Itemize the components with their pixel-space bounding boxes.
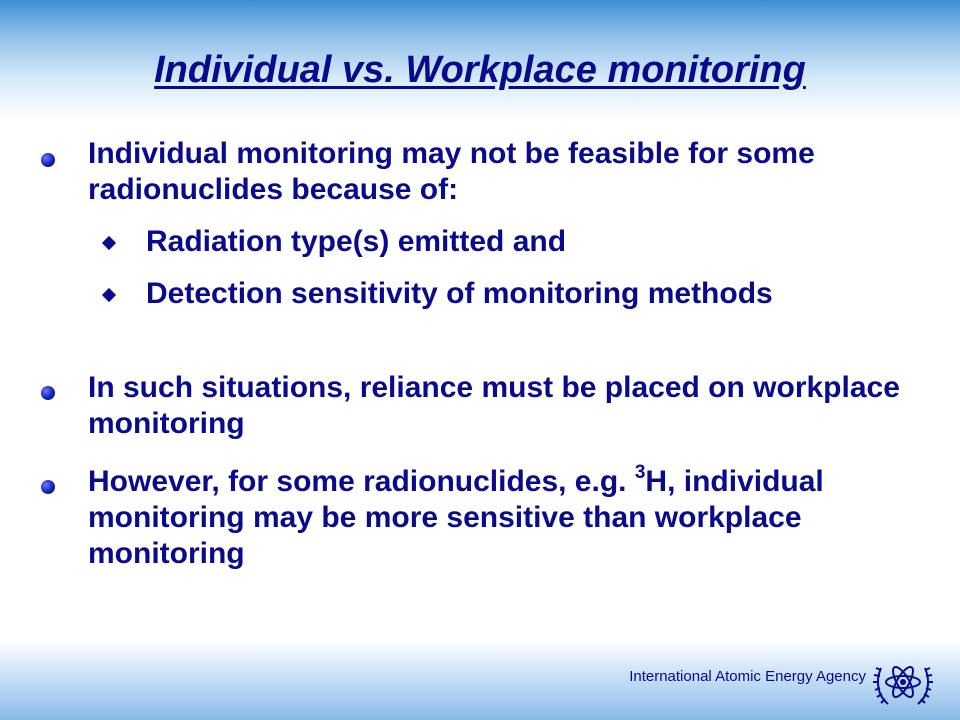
bullet-dot-icon xyxy=(41,480,55,494)
sub-bullet-item: Radiation type(s) emitted and xyxy=(146,225,567,258)
sub-bullet-item: Detection sensitivity of monitoring methods xyxy=(146,277,773,310)
bullet-dot-icon xyxy=(41,153,55,167)
superscript-mass-number: 3 xyxy=(634,462,646,483)
sub-bullet-diamond-icon xyxy=(102,288,116,302)
bullet-dot-icon xyxy=(41,386,55,400)
bullet-item: Individual monitoring may not be feasible for some radionuclides because of: xyxy=(88,137,815,206)
slide-title: Individual vs. Workplace monitoring xyxy=(154,49,806,91)
bullet-item: In such situations, reliance must be placed on workplace monitoring xyxy=(88,371,900,440)
bullet-text-suffix: H, individual monitoring may be more sensitive than workplace monitoring xyxy=(88,465,824,570)
iaea-logo-icon xyxy=(872,654,934,710)
organization-name: International Atomic Energy Agency xyxy=(629,668,866,685)
sub-bullet-diamond-icon xyxy=(102,236,116,250)
bullet-item xyxy=(88,464,928,572)
bullet-text-prefix: However, for some radionuclides, e.g. xyxy=(88,465,635,498)
